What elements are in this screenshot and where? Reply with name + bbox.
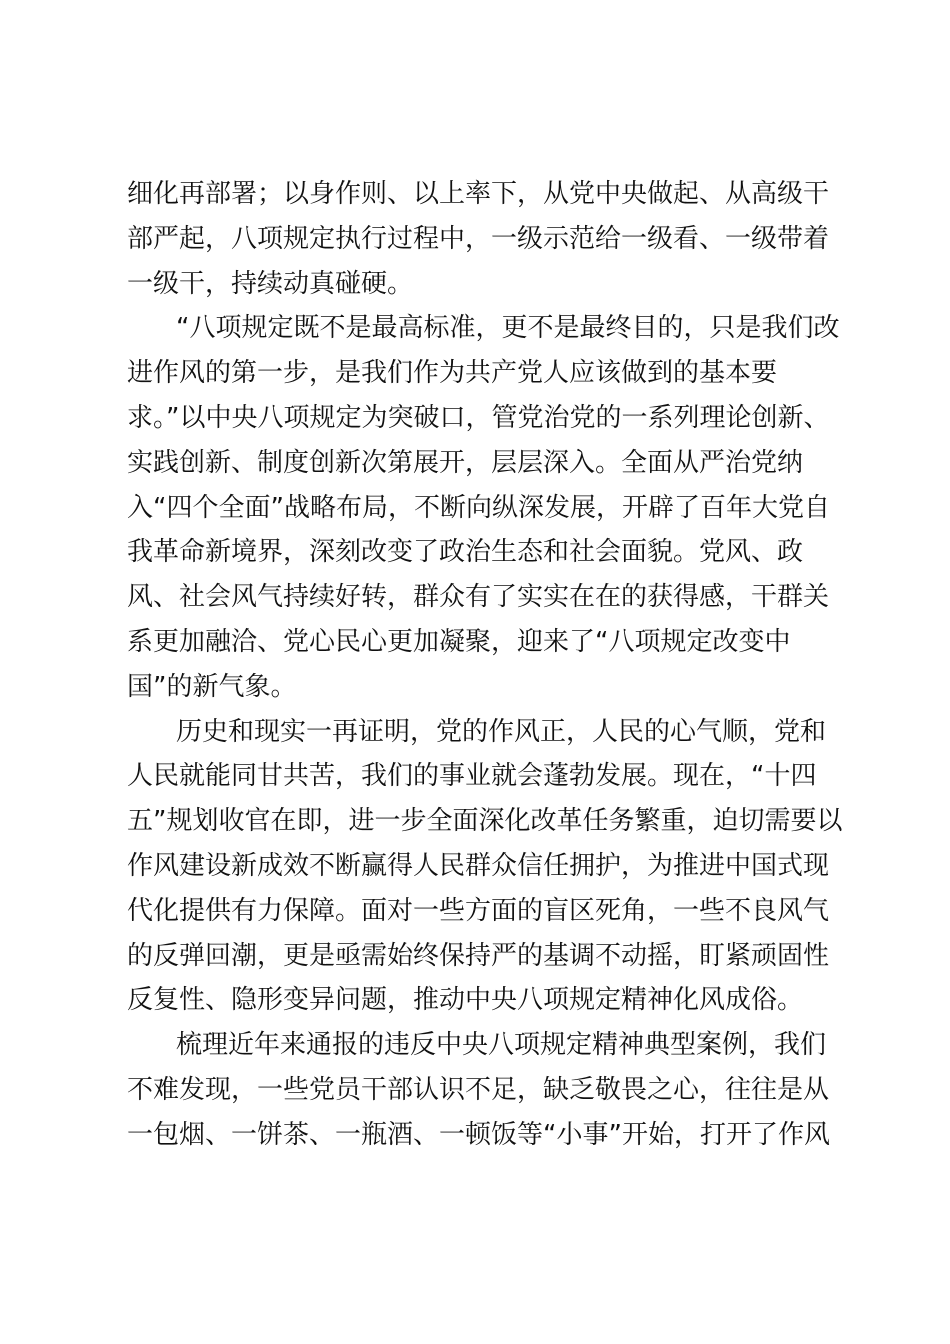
text-line: 作风建设新成效不断赢得人民群众信任拥护，为推进中国式现 [127,850,830,881]
text-line: 实践创新、制度创新次第展开，层层深入。全面从严治党纳 [127,447,804,478]
text-line: 五”规划收官在即，进一步全面深化改革任务繁重，迫切需要以 [127,806,843,837]
text-line: 梳理近年来通报的违反中央八项规定精神典型案例，我们 [176,1030,827,1061]
text-line: 求。”以中央八项规定为突破口，管党治党的一系列理论创新、 [127,402,830,433]
text-line: 进作风的第一步，是我们作为共产党人应该做到的基本要 [127,358,778,389]
text-line: 不难发现，一些党员干部认识不足，缺乏敬畏之心，往往是从 [127,1074,830,1105]
text-line: 一包烟、一饼茶、一瓶酒、一顿饭等“小事”开始，打开了作风 [127,1119,830,1150]
text-line: 人民就能同甘共苦，我们的事业就会蓬勃发展。现在，“十四 [127,761,817,792]
paragraph-3 [127,710,843,1024]
text-line: 历史和现实一再证明，党的作风正，人民的心气顺，党和 [176,716,827,747]
text-line: 我革命新境界，深刻改变了政治生态和社会面貌。党风、政 [127,537,804,568]
text-line: 的反弹回潮，更是亟需始终保持严的基调不动摇，盯紧顽固性 [127,940,830,971]
text-line: 风、社会风气持续好转，群众有了实实在在的获得感，干群关 [127,582,830,613]
paragraph-4 [127,1023,832,1157]
text-line: 系更加融洽、党心民心更加凝聚，迎来了“八项规定改变中 [127,626,791,657]
text-line: 代化提供有力保障。面对一些方面的盲区死角，一些不良风气 [127,895,830,926]
paragraph-1 [127,172,832,306]
paragraph-2 [127,306,840,709]
text-line: 一级干，持续动真碰硬。 [127,268,414,299]
text-line: “八项规定既不是最高标准，更不是最终目的，只是我们改 [176,313,840,344]
text-line: 细化再部署；以身作则、以上率下，从党中央做起、从高级干 [127,179,830,209]
text-line: 入“四个全面”战略布局，不断向纵深发展，开辟了百年大党自 [127,492,830,523]
document-body [127,172,843,1158]
text-line: 部严起，八项规定执行过程中，一级示范给一级看、一级带着 [127,223,830,254]
text-line: 反复性、隐形变异问题，推动中央八项规定精神化风成俗。 [127,985,804,1016]
text-line: 国”的新气象。 [127,671,297,702]
